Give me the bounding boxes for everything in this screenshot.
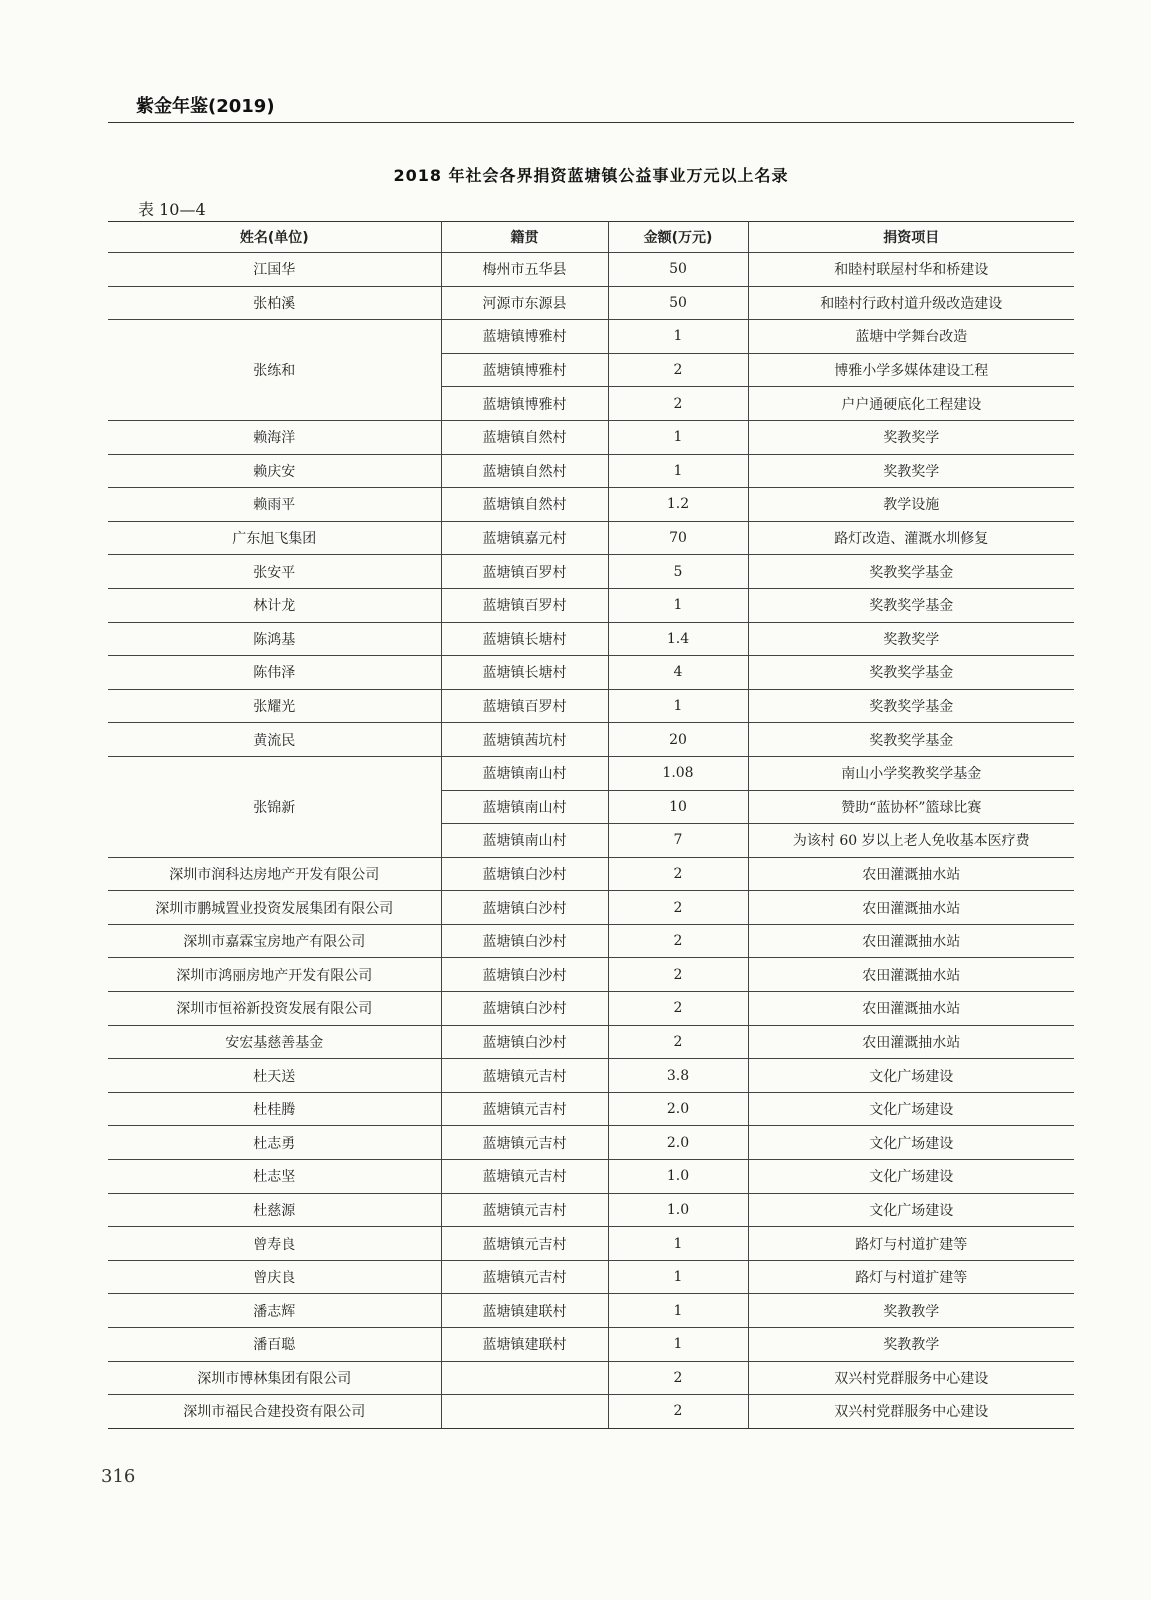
cell-origin: 蓝塘镇白沙村 (441, 958, 608, 992)
header-rule (108, 122, 1074, 123)
table-row (108, 1328, 1074, 1362)
cell-origin (441, 1361, 608, 1395)
cell-name: 赖雨平 (108, 488, 441, 522)
table-row (108, 1361, 1074, 1395)
cell-origin: 蓝塘镇博雅村 (441, 387, 608, 421)
cell-name: 林计龙 (108, 588, 441, 622)
cell-name: 深圳市博林集团有限公司 (108, 1361, 441, 1395)
cell-amount: 3.8 (608, 1059, 748, 1093)
cell-amount: 1 (608, 1328, 748, 1362)
cell-name: 张锦新 (108, 756, 441, 857)
cell-origin: 蓝塘镇白沙村 (441, 857, 608, 891)
cell-origin: 蓝塘镇白沙村 (441, 992, 608, 1026)
cell-origin: 蓝塘镇博雅村 (441, 320, 608, 354)
cell-amount: 2 (608, 857, 748, 891)
cell-amount: 2.0 (608, 1126, 748, 1160)
table-row (108, 521, 1074, 555)
cell-amount: 5 (608, 555, 748, 589)
cell-project: 奖教奖学基金 (748, 588, 1074, 622)
cell-name: 黄流民 (108, 723, 441, 757)
cell-project: 文化广场建设 (748, 1059, 1074, 1093)
cell-origin: 蓝塘镇元吉村 (441, 1160, 608, 1194)
cell-amount: 1 (608, 1227, 748, 1261)
table-row (108, 588, 1074, 622)
cell-project: 文化广场建设 (748, 1126, 1074, 1160)
cell-project: 奖教教学 (748, 1328, 1074, 1362)
cell-origin: 蓝塘镇元吉村 (441, 1227, 608, 1261)
cell-name: 张安平 (108, 555, 441, 589)
cell-project: 奖教奖学基金 (748, 555, 1074, 589)
running-head-title: 紫金年鉴(2019) (136, 96, 275, 117)
cell-project: 奖教奖学基金 (748, 689, 1074, 723)
cell-name: 张练和 (108, 320, 441, 421)
table-row (108, 253, 1074, 287)
table-row (108, 454, 1074, 488)
table-row (108, 689, 1074, 723)
cell-origin: 蓝塘镇长塘村 (441, 622, 608, 656)
table-row (108, 756, 1074, 790)
cell-project: 奖教奖学 (748, 622, 1074, 656)
cell-project: 农田灌溉抽水站 (748, 891, 1074, 925)
cell-project: 和睦村联屋村华和桥建设 (748, 253, 1074, 287)
cell-project: 教学设施 (748, 488, 1074, 522)
cell-amount: 2 (608, 353, 748, 387)
cell-name: 安宏基慈善基金 (108, 1025, 441, 1059)
cell-origin: 蓝塘镇南山村 (441, 790, 608, 824)
cell-project: 奖教教学 (748, 1294, 1074, 1328)
cell-name: 曾寿良 (108, 1227, 441, 1261)
cell-name: 深圳市润科达房地产开发有限公司 (108, 857, 441, 891)
cell-name: 深圳市嘉霖宝房地产有限公司 (108, 924, 441, 958)
cell-project: 路灯与村道扩建等 (748, 1260, 1074, 1294)
page-number: 316 (101, 1466, 136, 1487)
cell-amount: 1.0 (608, 1160, 748, 1194)
table-row (108, 1126, 1074, 1160)
cell-project: 奖教奖学基金 (748, 723, 1074, 757)
table-row (108, 555, 1074, 589)
table-label: 表 10—4 (138, 200, 206, 219)
table-row (108, 1092, 1074, 1126)
cell-project: 户户通硬底化工程建设 (748, 387, 1074, 421)
column-header-origin: 籍贯 (441, 222, 608, 253)
cell-name: 杜慈源 (108, 1193, 441, 1227)
cell-amount: 1 (608, 420, 748, 454)
cell-project: 双兴村党群服务中心建设 (748, 1395, 1074, 1429)
cell-amount: 2 (608, 1025, 748, 1059)
cell-name: 深圳市鸿丽房地产开发有限公司 (108, 958, 441, 992)
cell-project: 农田灌溉抽水站 (748, 857, 1074, 891)
cell-name: 杜志勇 (108, 1126, 441, 1160)
cell-amount: 1.4 (608, 622, 748, 656)
cell-origin: 蓝塘镇百罗村 (441, 588, 608, 622)
column-header-amount: 金额(万元) (608, 222, 748, 253)
cell-name: 潘志辉 (108, 1294, 441, 1328)
table-row (108, 320, 1074, 354)
cell-project: 农田灌溉抽水站 (748, 924, 1074, 958)
table-header-row (108, 222, 1074, 253)
cell-amount: 70 (608, 521, 748, 555)
table-title: 2018 年社会各界捐资蓝塘镇公益事业万元以上名录 (393, 166, 789, 185)
cell-origin: 蓝塘镇元吉村 (441, 1059, 608, 1093)
cell-origin (441, 1395, 608, 1429)
cell-origin: 蓝塘镇百罗村 (441, 555, 608, 589)
cell-project: 文化广场建设 (748, 1193, 1074, 1227)
table-row (108, 1227, 1074, 1261)
cell-origin: 蓝塘镇元吉村 (441, 1126, 608, 1160)
cell-name: 潘百聪 (108, 1328, 441, 1362)
cell-origin: 蓝塘镇建联村 (441, 1328, 608, 1362)
table-row (108, 857, 1074, 891)
table-row (108, 1025, 1074, 1059)
cell-project: 文化广场建设 (748, 1092, 1074, 1126)
cell-project: 农田灌溉抽水站 (748, 992, 1074, 1026)
table-row (108, 924, 1074, 958)
cell-origin: 蓝塘镇元吉村 (441, 1260, 608, 1294)
cell-project: 路灯改造、灌溉水圳修复 (748, 521, 1074, 555)
table-row (108, 622, 1074, 656)
cell-amount: 1 (608, 320, 748, 354)
cell-amount: 1.08 (608, 756, 748, 790)
cell-amount: 10 (608, 790, 748, 824)
column-header-project: 捐资项目 (748, 222, 1074, 253)
cell-project: 和睦村行政村道升级改造建设 (748, 286, 1074, 320)
cell-name: 陈鸿基 (108, 622, 441, 656)
table-row (108, 891, 1074, 925)
cell-name: 深圳市恒裕新投资发展有限公司 (108, 992, 441, 1026)
cell-amount: 1.0 (608, 1193, 748, 1227)
cell-amount: 1 (608, 1294, 748, 1328)
cell-origin: 蓝塘镇元吉村 (441, 1193, 608, 1227)
cell-origin: 蓝塘镇自然村 (441, 454, 608, 488)
cell-name: 深圳市鹏城置业投资发展集团有限公司 (108, 891, 441, 925)
cell-origin: 蓝塘镇博雅村 (441, 353, 608, 387)
cell-name: 杜桂腾 (108, 1092, 441, 1126)
cell-name: 深圳市福民合建投资有限公司 (108, 1395, 441, 1429)
cell-amount: 1 (608, 454, 748, 488)
cell-amount: 2 (608, 891, 748, 925)
cell-name: 赖庆安 (108, 454, 441, 488)
table-row (108, 1059, 1074, 1093)
cell-origin: 蓝塘镇自然村 (441, 420, 608, 454)
table-row (108, 488, 1074, 522)
table-row (108, 1193, 1074, 1227)
cell-amount: 4 (608, 656, 748, 690)
cell-amount: 20 (608, 723, 748, 757)
cell-origin: 蓝塘镇南山村 (441, 756, 608, 790)
cell-amount: 1 (608, 689, 748, 723)
cell-project: 博雅小学多媒体建设工程 (748, 353, 1074, 387)
cell-amount: 1.2 (608, 488, 748, 522)
table-row (108, 656, 1074, 690)
cell-project: 奖教奖学基金 (748, 656, 1074, 690)
cell-amount: 2.0 (608, 1092, 748, 1126)
cell-amount: 2 (608, 1395, 748, 1429)
table-body (108, 253, 1074, 1429)
cell-project: 农田灌溉抽水站 (748, 958, 1074, 992)
cell-origin: 蓝塘镇百罗村 (441, 689, 608, 723)
donation-table (108, 221, 1074, 1429)
cell-project: 南山小学奖教奖学基金 (748, 756, 1074, 790)
cell-origin: 河源市东源县 (441, 286, 608, 320)
cell-project: 文化广场建设 (748, 1160, 1074, 1194)
cell-origin: 蓝塘镇自然村 (441, 488, 608, 522)
cell-project: 奖教奖学 (748, 420, 1074, 454)
table-row (108, 723, 1074, 757)
table-row (108, 958, 1074, 992)
cell-amount: 2 (608, 1361, 748, 1395)
table-row (108, 286, 1074, 320)
cell-name: 陈伟泽 (108, 656, 441, 690)
cell-name: 赖海洋 (108, 420, 441, 454)
cell-project: 农田灌溉抽水站 (748, 1025, 1074, 1059)
cell-origin: 蓝塘镇白沙村 (441, 924, 608, 958)
cell-project: 路灯与村道扩建等 (748, 1227, 1074, 1261)
cell-amount: 2 (608, 992, 748, 1026)
cell-name: 江国华 (108, 253, 441, 287)
table-row (108, 1260, 1074, 1294)
cell-origin: 蓝塘镇元吉村 (441, 1092, 608, 1126)
cell-project: 双兴村党群服务中心建设 (748, 1361, 1074, 1395)
cell-name: 杜天送 (108, 1059, 441, 1093)
cell-project: 奖教奖学 (748, 454, 1074, 488)
cell-name: 张柏溪 (108, 286, 441, 320)
cell-amount: 7 (608, 824, 748, 858)
table-row (108, 1160, 1074, 1194)
table-row (108, 992, 1074, 1026)
cell-origin: 蓝塘镇茜坑村 (441, 723, 608, 757)
cell-name: 杜志坚 (108, 1160, 441, 1194)
cell-project: 为该村 60 岁以上老人免收基本医疗费 (748, 824, 1074, 858)
cell-origin: 蓝塘镇长塘村 (441, 656, 608, 690)
cell-name: 曾庆良 (108, 1260, 441, 1294)
cell-project: 蓝塘中学舞台改造 (748, 320, 1074, 354)
cell-origin: 蓝塘镇建联村 (441, 1294, 608, 1328)
cell-origin: 蓝塘镇南山村 (441, 824, 608, 858)
cell-amount: 2 (608, 387, 748, 421)
column-header-name: 姓名(单位) (108, 222, 441, 253)
cell-origin: 蓝塘镇白沙村 (441, 1025, 608, 1059)
cell-amount: 50 (608, 286, 748, 320)
cell-name: 广东旭飞集团 (108, 521, 441, 555)
table-row (108, 420, 1074, 454)
cell-origin: 蓝塘镇嘉元村 (441, 521, 608, 555)
cell-origin: 梅州市五华县 (441, 253, 608, 287)
cell-project: 赞助“蓝协杯”篮球比赛 (748, 790, 1074, 824)
cell-origin: 蓝塘镇白沙村 (441, 891, 608, 925)
cell-amount: 1 (608, 588, 748, 622)
table-row (108, 1294, 1074, 1328)
cell-name: 张耀光 (108, 689, 441, 723)
cell-amount: 50 (608, 253, 748, 287)
cell-amount: 2 (608, 958, 748, 992)
table-row (108, 1395, 1074, 1429)
cell-amount: 1 (608, 1260, 748, 1294)
cell-amount: 2 (608, 924, 748, 958)
